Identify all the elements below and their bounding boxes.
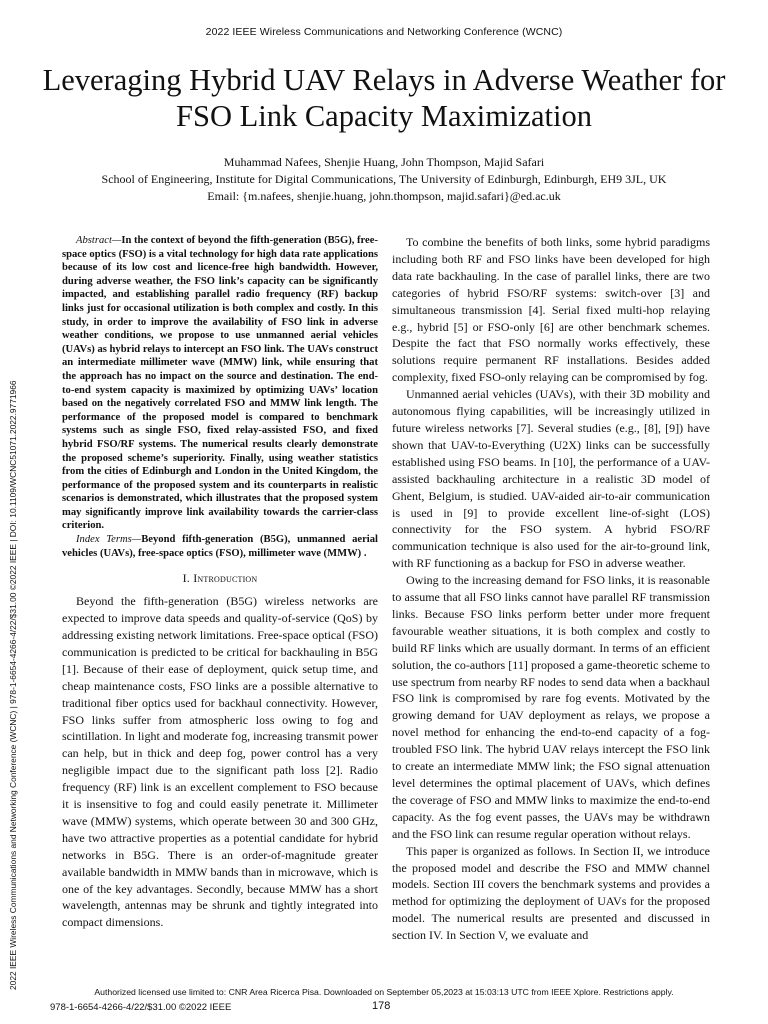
abstract-paragraph: Abstract—In the context of beyond the fifth-generation (B5G), free-space optics (FSO) is a vital technology for high data rate applications because of its low cost and licence-free high bandwidth. However, during adverse weather, the FSO link’s capacity can be significantly impacted, and establishing parallel radio frequency (RF) backup links just for occasional utilization is both complex and costly. In this study, in order to improve the availability of FSO link in adverse weather conditions, we propose to use unmanned aerial vehicles (UAVs) as hybrid relays to intercept an FSO link. The UAVs construct an intermediate millimeter wave (MMW) link, while ensuring that the approach has no impact on the source and destination. The end-to-end system capacity is maximized by optimizing UAVs’ location based on the negatively correlated FSO and MMW link length. The performance of the proposed model is compared to benchmark systems such as single FSO, fixed relay-assisted FSO, and fixed hybrid FSO/RF systems. The numerical results clearly demonstrate the proposed scheme’s superiority. Finally, using weather statistics from the cities of Edinburgh and London in the United Kingdom, the performance of the proposed system and its counterparts in realistic scenarios is demonstrated, which illustrates that the proposed system may significantly improve link availability towards the carrier-class criterion. bbox=[62, 235, 378, 532]
isbn-copyright: 978-1-6654-4266-4/22/$31.00 ©2022 IEEE bbox=[50, 1002, 232, 1013]
email-line: Email: {m.nafees, shenjie.huang, john.thompson, majid.safari}@ed.ac.uk bbox=[207, 189, 561, 203]
body-paragraph: Unmanned aerial vehicles (UAVs), with their 3D mobility and autonomous flying capabilities, will be increasingly utilized in future wireless networks [7]. Several studies (e.g., [8], [9]) have shown that UAV-to-Everything (U2X) links can be successfully established using FSO beams. In [10], the performance of a UAV-assisted backhauling architecture in a realistic 3D model of Ghent, Belgium, is studied. UAV-aided air-to-air communication is used in [9] to provide excellent line-of-sight (LOS) connectivity for the FSO system. A hybrid FSO/RF communication technique is also used for the air-to-ground link, with RF functioning as a backup for FSO in adverse weather. bbox=[392, 387, 710, 571]
section-heading bbox=[62, 570, 378, 587]
page-number: 178 bbox=[372, 1000, 391, 1012]
author-block bbox=[30, 154, 738, 205]
author-names: Muhammad Nafees, Shenjie Huang, John Thompson, Majid Safari bbox=[223, 155, 545, 169]
authorized-use-notice: Authorized licensed use limited to: CNR Area Ricerca Pisa. Downloaded on September 05,2023 at 15:03:13 UTC from IEEE Xplore. Restrictions apply. bbox=[94, 987, 674, 997]
left-column bbox=[62, 234, 378, 931]
index-terms-text: Beyond fifth-generation (B5G), unmanned aerial vehicles (UAVs), free-space optics (FSO), millimeter wave (MMW) . bbox=[62, 534, 378, 559]
paper-title: Leveraging Hybrid UAV Relays in Adverse Weather for FSO Link Capacity Maximization bbox=[42, 63, 726, 133]
section-title: Introduction bbox=[193, 571, 258, 586]
index-terms-paragraph: Index Terms—Beyond fifth-generation (B5G), unmanned aerial vehicles (UAVs), free-space optics (FSO), millimeter wave (MMW) . bbox=[62, 534, 378, 559]
body-paragraph: Owing to the increasing demand for FSO links, it is reasonable to assume that all FSO links cannot have parallel RF transmission links. Because FSO links perform better under more frequent favourable weather situations, it is both complex and costly to build RF links which are usually dormant. In terms of an efficient solution, the co-authors [11] proposed a game-theoretic scheme to use spectrum from nearby RF nodes to send data when a backhaul FSO link is compromised by rare fog events. Motivated by the growing demand for UAV deployment as relays, we propose a novel method for enhancing the end-to-end capacity of a fog-troubled FSO link. The hybrid UAV relays intercept the FSO link to create an intermediate MMW link; the FSO signal attenuation level determines the optimal placement of UAVs, which defines the coverage of FSO and MMW links to maximize the end-to-end capacity. As the fog event passes, the UAVs may be withdrawn and the FSO link can resume regular operation without relays. bbox=[392, 573, 710, 841]
side-doi-stamp: 2022 IEEE Wireless Communications and Networking Conference (WCNC) | 978-1-6654-4266-4/22/$31.00 ©2022 IEEE | DOI: 10.1109/WCNC51071.2022.9771966 bbox=[8, 380, 18, 990]
body-paragraph: This paper is organized as follows. In Section II, we introduce the proposed model and describe the FSO and MMW channel models. Section III covers the benchmark systems and provides a method for optimizing the deployment of UAVs for the proposed model. The numerical results are presented and discussed in section IV. In Section V, we evaluate and bbox=[392, 843, 710, 943]
affiliation: School of Engineering, Institute for Digital Communications, The University of Edinburgh, Edinburgh, EH9 3JL, UK bbox=[101, 172, 667, 186]
abstract-text: In the context of beyond the fifth-generation (B5G), free-space optics (FSO) is a vital technology for high data rate applications because of its low cost and licence-free high bandwidth. However, during adverse weather, the FSO link’s capacity can be significantly impacted, and establishing parallel radio frequency (RF) backup links just for occasional utilization is both complex and costly. In this study, in order to improve the availability of FSO link in adverse weather conditions, we propose to use unmanned aerial vehicles (UAVs) as hybrid relays to intercept an FSO link. The UAVs construct an intermediate millimeter wave (MMW) link, while ensuring that the approach has no impact on the source and destination. The end-to-end system capacity is maximized by optimizing UAVs’ location based on the negatively correlated FSO and MMW link length. The performance of the proposed model is compared to benchmark systems such as single FSO, fixed relay-assisted FSO, and fixed hybrid FSO/RF systems. The numerical results clearly demonstrate the proposed scheme’s superiority. Finally, using weather statistics from the cities of Edinburgh and London in the United Kingdom, the performance of the proposed system and its counterparts in realistic scenarios is demonstrated, which illustrates that the proposed system may significantly improve link availability towards the carrier-class criterion. bbox=[62, 235, 378, 532]
section-number: I. bbox=[182, 571, 191, 586]
conference-header: 2022 IEEE Wireless Communications and Networking Conference (WCNC) bbox=[205, 26, 563, 38]
index-terms-label: Index Terms bbox=[76, 534, 132, 546]
body-paragraph: To combine the benefits of both links, some hybrid paradigms including both RF and FSO links have been developed for high data rate backhauling. In the case of parallel links, there are two categories of hybrid FSO/RF systems: switch-over [3] and simultaneous transmission [4]. Serial fixed multi-hop relaying e.g., hybrid [5] or FSO-only [6] are other benchmark schemes. Despite the fact that FSO normally works effectively, these solutions require permanent RF installations. Besides added complexity, fixed FSO-only relaying can be compromised by fog. bbox=[392, 235, 710, 385]
abstract-label: Abstract bbox=[76, 235, 112, 246]
intro-paragraph: Beyond the fifth-generation (B5G) wireless networks are expected to improve data speeds and quality-of-service (QoS) by addressing existing network limitations. Free-space optical (FSO) communication is predicted to be critical for backhauling in B5G [1]. Because of their ease of deployment, quick setup time, and cheap maintenance costs, FSO links are a possible alternative to traditional fiber optics used for backhaul connectivity. However, FSO links suffer from atmospheric loss owing to fog and scintillation. In light and moderate fog, increasing transmit power can help, but in thick and deep fog, power control has a very negligible impact due to the significant path loss [2]. Radio frequency (RF) link is an excellent complement to FSO because it is insensitive to fog and could easily penetrate it. Millimeter wave (MMW) systems, which operate between 30 and 300 GHz, have two attractive properties as a potential candidate for hybrid networks in B5G. There is an order-of-magnitude greater available bandwidth in MMW bands than in microwave, which is one of the key advantages. Secondly, because MMW has a short wavelength, antennas may be shrunk and tightly integrated into compact dimensions. bbox=[62, 594, 378, 930]
right-column bbox=[392, 234, 710, 944]
